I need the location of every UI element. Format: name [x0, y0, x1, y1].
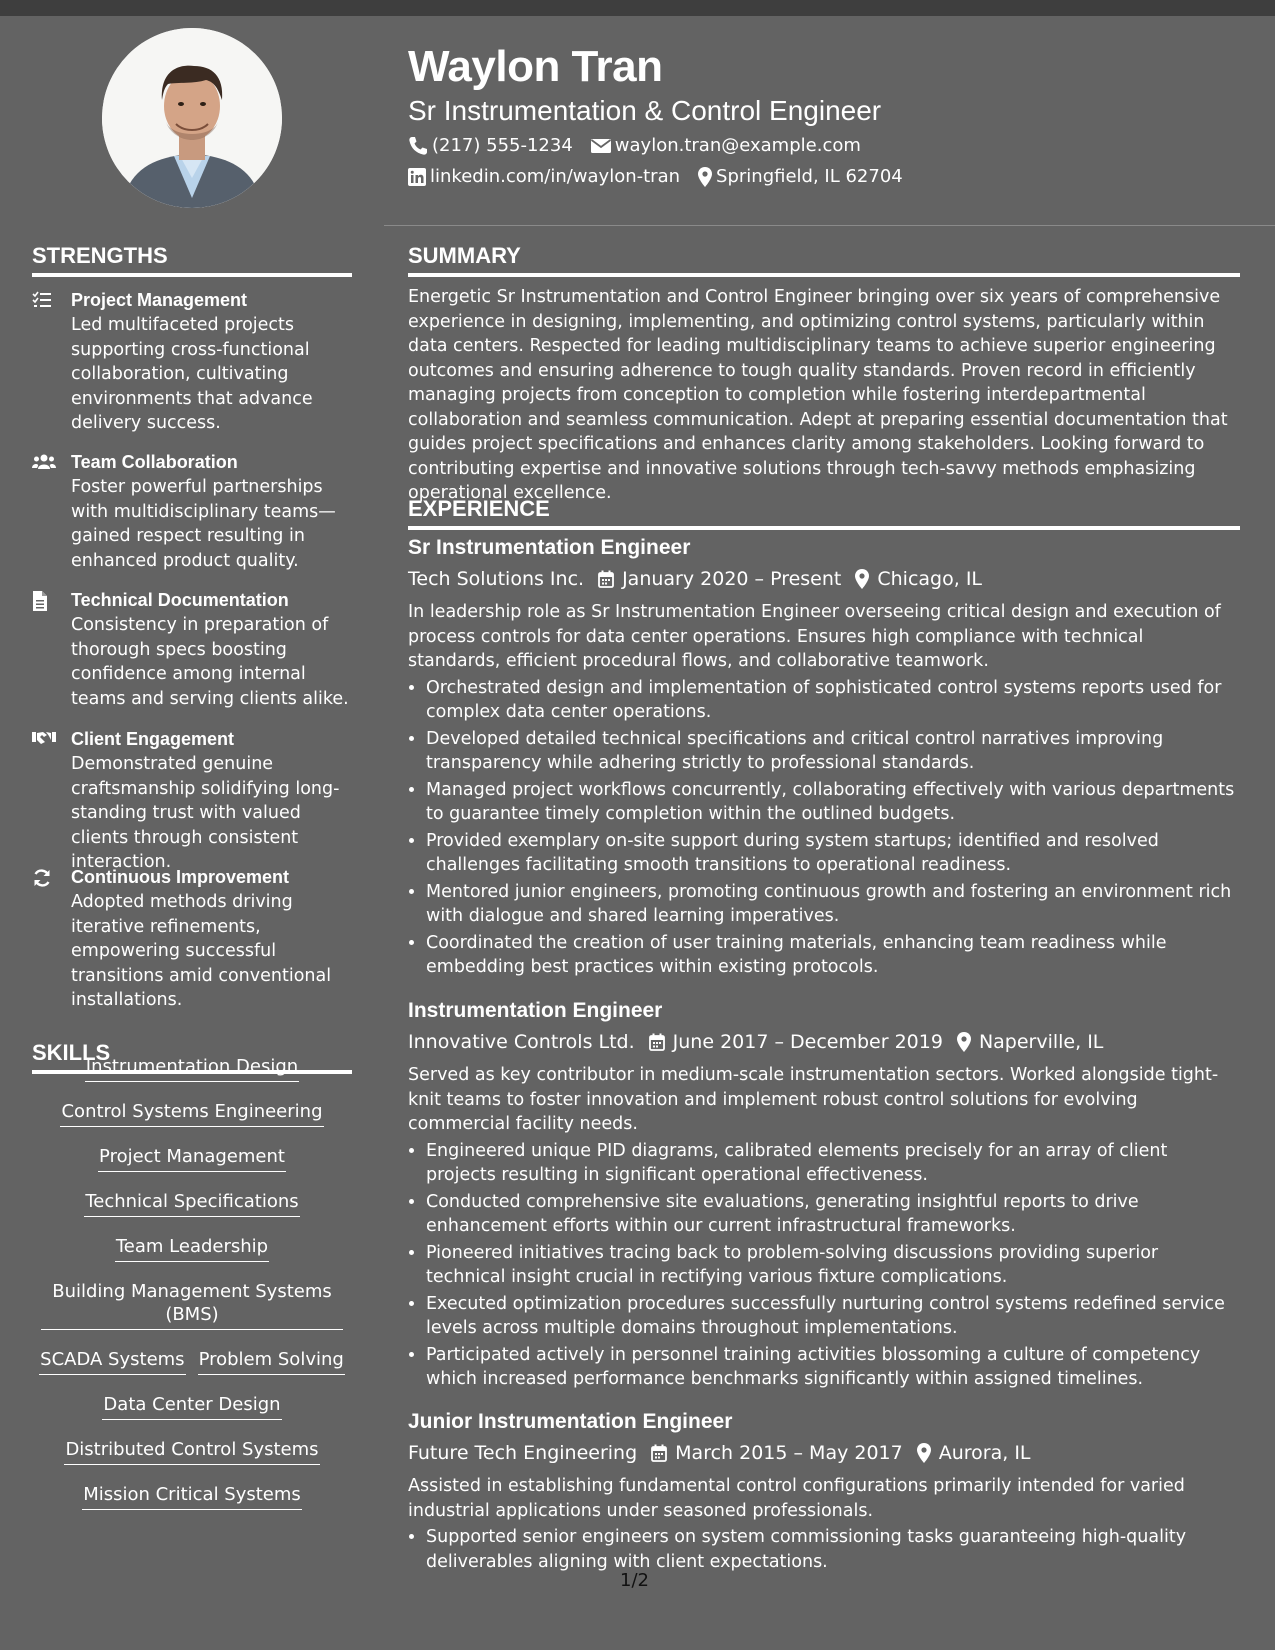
job-meta	[408, 1440, 1240, 1466]
job-location: Aurora, IL	[938, 1442, 1031, 1464]
bullet-item: • Managed project workflows concurrently, collaborating effectively with various departments to guarantee timely completion within the outlined budgets.	[426, 778, 1240, 827]
company-name: Tech Solutions Inc.	[408, 568, 585, 590]
portrait-image	[102, 28, 282, 208]
summary-section	[408, 242, 1240, 506]
email-contact[interactable]	[591, 134, 861, 158]
bullet-item: • Pioneered initiatives tracing back to problem-solving discussions providing superior technical insight crucial in rectifying various fixture complications.	[426, 1241, 1240, 1290]
job-entry	[408, 534, 1240, 982]
company-name: Future Tech Engineering	[408, 1442, 638, 1464]
skill-tag: Data Center Design	[102, 1393, 281, 1420]
strength-description: Consistency in preparation of thorough specs boosting confidence among internal teams and serving clients alike.	[71, 615, 349, 709]
company-name: Innovative Controls Ltd.	[408, 1031, 635, 1053]
strength-title: Team Collaboration	[71, 452, 238, 472]
map-pin-icon	[855, 569, 869, 589]
page-number: 1/2	[620, 1570, 649, 1591]
skill-tag: Control Systems Engineering	[60, 1100, 323, 1127]
bullet-item: • Developed detailed technical specifications and critical control narratives improving transparency while adhering strictly to professional standards.	[426, 727, 1240, 776]
job-dates: January 2020 – Present	[622, 568, 842, 590]
candidate-title: Sr Instrumentation & Control Engineer	[408, 95, 882, 126]
location-text: Springfield, IL 62704	[716, 166, 903, 187]
calendar-icon	[651, 1444, 667, 1462]
phone-number: (217) 555-1234	[432, 135, 573, 156]
bullet-item: • Participated actively in personnel training activities blossoming a culture of competency which increased performance benchmarks significantly within assigned timelines.	[426, 1343, 1240, 1392]
experience-heading: EXPERIENCE	[408, 495, 1240, 530]
strength-description: Adopted methods driving iterative refinements, empowering successful transitions amid conventional installations.	[71, 892, 332, 1010]
bullet-item: • Orchestrated design and implementation of sophisticated control systems reports used for complex data center operations.	[426, 676, 1240, 725]
job-description: Assisted in establishing fundamental control configurations primarily intended for varied industrial applications under seasoned professionals.	[408, 1476, 1185, 1521]
bullet-item: • Conducted comprehensive site evaluations, generating insightful reports to drive enhancement efforts within our current infrastructural frameworks.	[426, 1190, 1240, 1239]
job-bullets	[408, 1525, 1240, 1574]
phone-icon	[408, 136, 428, 156]
strength-description: Led multifaceted projects supporting cross-functional collaboration, cultivating environments that advance delivery success.	[71, 315, 313, 433]
summary-heading: SUMMARY	[408, 242, 1240, 277]
job-dates: March 2015 – May 2017	[675, 1442, 903, 1464]
map-pin-icon	[917, 1443, 931, 1463]
skill-tag: Building Management Systems (BMS)	[41, 1280, 343, 1330]
bullet-item: • Coordinated the creation of user training materials, enhancing team readiness while embedding best practices within existing protocols.	[426, 931, 1240, 980]
job-location: Naperville, IL	[978, 1031, 1104, 1053]
contact-row	[408, 134, 879, 158]
users-icon	[32, 453, 56, 473]
map-pin-icon	[698, 167, 712, 187]
bullet-item: • Executed optimization procedures successfully nurturing control systems redefined service levels across multiple domains throughout implementations.	[426, 1292, 1240, 1341]
job-title: Sr Instrumentation Engineer	[408, 536, 691, 559]
job-description: Served as key contributor in medium-scale instrumentation sectors. Worked alongside tight-knit teams to foster innovation and implement robust control solutions for evolving commercial facility needs.	[408, 1065, 1219, 1134]
job-dates: June 2017 – December 2019	[672, 1031, 943, 1053]
refresh-icon	[32, 868, 56, 888]
job-title: Instrumentation Engineer	[408, 999, 663, 1022]
envelope-icon	[591, 138, 611, 154]
skill-tag: Distributed Control Systems	[64, 1438, 319, 1465]
strengths-heading: STRENGTHS	[32, 242, 352, 277]
map-pin-icon	[957, 1032, 971, 1052]
skill-tag: Project Management	[98, 1145, 286, 1172]
strength-description: Foster powerful partnerships with multidisciplinary teams—gained respect resulting in enhanced product quality.	[71, 477, 336, 571]
calendar-icon	[598, 570, 614, 588]
header-divider	[384, 225, 1275, 226]
bullet-item: • Mentored junior engineers, promoting continuous growth and fostering an environment rich with dialogue and shared learning imperatives.	[426, 880, 1240, 929]
skills-heading: SKILLS	[32, 1039, 352, 1074]
top-bar	[0, 0, 1275, 16]
candidate-name: Waylon Tran	[408, 42, 663, 91]
contact-row	[408, 165, 921, 189]
skill-tag: Technical Specifications	[84, 1190, 299, 1217]
skill-tag: Instrumentation Design	[85, 1055, 299, 1082]
checklist-icon	[32, 291, 56, 311]
email-address: waylon.tran@example.com	[614, 135, 861, 156]
job-bullets	[408, 1139, 1240, 1392]
location-contact	[698, 165, 903, 189]
strength-title: Continuous Improvement	[71, 867, 290, 887]
linkedin-icon	[408, 168, 426, 186]
bullet-item: • Provided exemplary on-site support during system startups; identified and resolved challenges facilitating smooth transitions to operational readiness.	[426, 829, 1240, 878]
job-title: Junior Instrumentation Engineer	[408, 1410, 733, 1433]
skills-list	[32, 1055, 352, 1528]
calendar-icon	[649, 1033, 665, 1051]
skill-tag: Problem Solving	[198, 1348, 345, 1375]
strength-description: Demonstrated genuine craftsmanship solidifying long-standing trust with valued clients through consistent interaction.	[71, 754, 340, 872]
phone-contact[interactable]	[408, 134, 573, 158]
experience-section	[408, 495, 1240, 530]
linkedin-contact[interactable]	[408, 165, 680, 189]
job-description: In leadership role as Sr Instrumentation Engineer overseeing critical design and execution of process controls for data center operations. Ensures high compliance with technical standards, efficient procedural flows, and collaborative teamwork.	[408, 602, 1221, 671]
job-meta	[408, 1029, 1240, 1055]
skill-tag: SCADA Systems	[39, 1348, 185, 1375]
job-bullets	[408, 676, 1240, 980]
strength-title: Project Management	[71, 290, 248, 310]
bullet-item: • Engineered unique PID diagrams, calibrated elements precisely for an array of client projects resulting in significant operational effectiveness.	[426, 1139, 1240, 1188]
skill-tag: Team Leadership	[115, 1235, 269, 1262]
handshake-icon	[32, 730, 56, 750]
skill-tag: Mission Critical Systems	[82, 1483, 302, 1510]
job-location: Chicago, IL	[877, 568, 983, 590]
strength-title: Technical Documentation	[71, 590, 289, 610]
job-entry	[408, 1408, 1240, 1576]
bullet-item: • Supported senior engineers on system commissioning tasks guaranteeing high-quality deliverables aligning with client expectations.	[426, 1525, 1240, 1574]
linkedin-url: linkedin.com/in/waylon-tran	[430, 166, 681, 187]
strength-title: Client Engagement	[71, 729, 235, 749]
document-icon	[32, 591, 56, 611]
job-entry	[408, 997, 1240, 1394]
summary-text: Energetic Sr Instrumentation and Control Engineer bringing over six years of comprehensive experience in designing, implementing, and optimizing control systems, particularly within data centers. Respected for leading multidisciplinary teams to achieve superior engineering outcomes and ensuring adherence to tough quality standards. Proven record in efficiently managing projects from conception to completion while fostering interdepartmental collaboration and seamless communication. Adept at preparing essential documentation that guides project specifications and enhances clarity among stakeholders. Looking forward to contributing expertise and innovative solutions through tech-savvy methods emphasizing operational excellence.	[408, 287, 1228, 503]
job-meta	[408, 566, 1240, 592]
profile-photo	[102, 28, 282, 208]
